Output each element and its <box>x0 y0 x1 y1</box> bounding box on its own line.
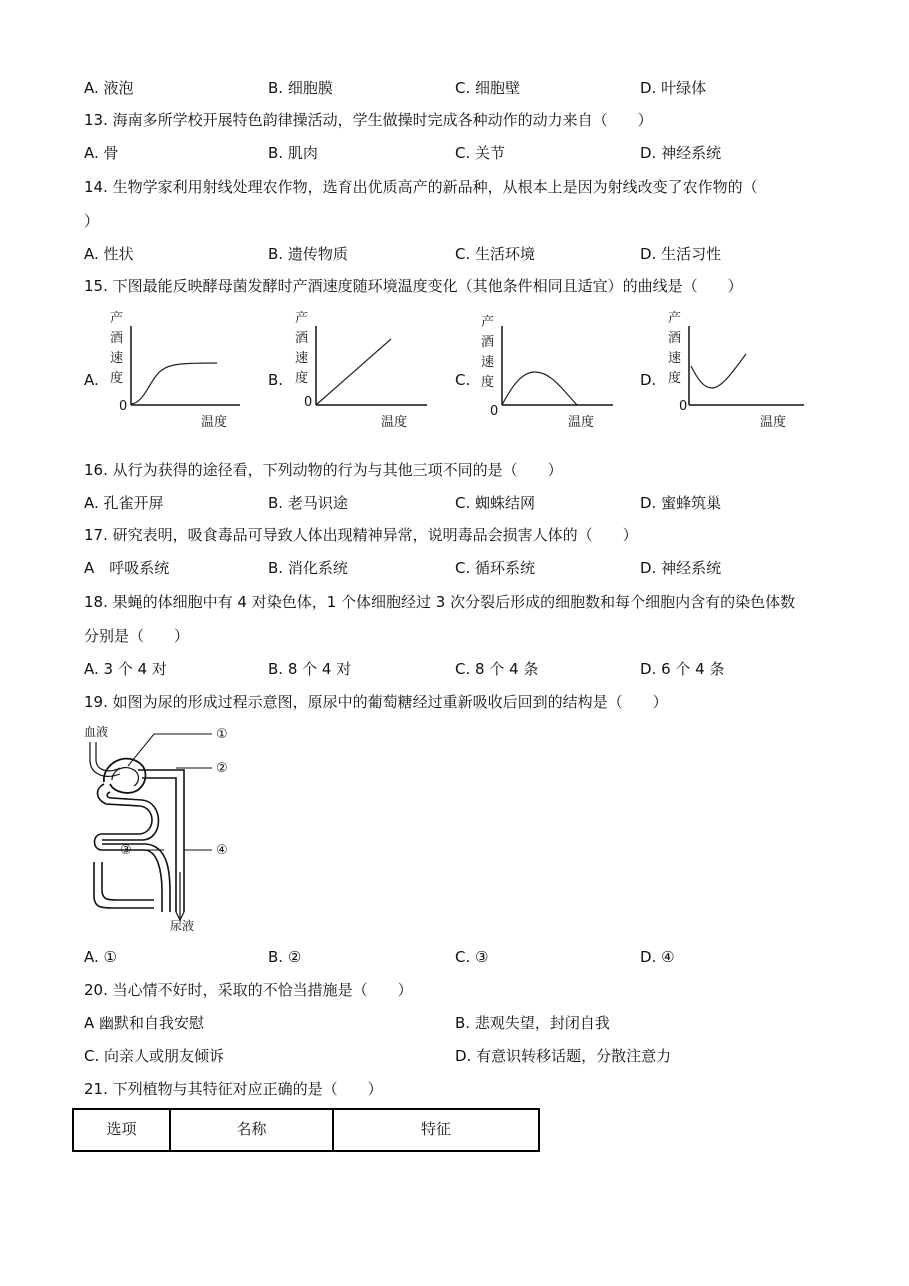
q13-option-d: D. 神经系统 <box>640 144 722 162</box>
y-label-char: 产 <box>481 315 495 330</box>
q20-option-c: C. 向亲人或朋友倾诉 <box>84 1047 225 1065</box>
q18-option-b: B. 8 个 4 对 <box>268 660 352 678</box>
q18-option-c: C. 8 个 4 条 <box>455 660 539 678</box>
table-header-row <box>73 1109 539 1151</box>
origin-label: 0 <box>490 404 499 419</box>
curve-c <box>502 372 577 405</box>
x-axis-label: 温度 <box>381 415 408 430</box>
q15-graph-a <box>100 308 250 437</box>
q20-option-b: B. 悲观失望，封闭自我 <box>455 1014 610 1032</box>
q14-option-a: A. 性状 <box>84 245 134 263</box>
q17-option-c: C. 循环系统 <box>455 559 536 577</box>
x-axis-label: 温度 <box>201 415 228 430</box>
q18-stem: 18. 果蝇的体细胞中有 4 对染色体，1 个体细胞经过 3 次分裂后形成的细胞数和每个细胞内含有的染色体数 <box>84 593 796 611</box>
origin-label: 0 <box>679 399 688 414</box>
q12-option-c: C. 细胞壁 <box>455 79 521 97</box>
q16-stem: 16. 从行为获得的途径看，下列动物的行为与其他三项不同的是（ ） <box>84 461 563 479</box>
y-label-char: 产 <box>295 311 309 326</box>
q21-table <box>72 1108 540 1152</box>
q16-option-c: C. 蜘蛛结网 <box>455 494 536 512</box>
q14-option-c: C. 生活环境 <box>455 245 536 263</box>
q18-stem-continued: 分别是（ ） <box>84 627 190 645</box>
q15-graph-b <box>287 308 437 437</box>
x-axis-label: 温度 <box>760 415 787 430</box>
q17-option-a: A 呼吸系统 <box>84 559 170 577</box>
y-label-char: 速 <box>295 351 309 366</box>
q20-stem: 20. 当心情不好时，采取的不恰当措施是（ ） <box>84 981 413 999</box>
q19-option-b: B. ② <box>268 948 302 966</box>
q14-option-b: B. 遗传物质 <box>268 245 348 263</box>
marker-2: ② <box>216 761 228 776</box>
blood-label: 血液 <box>84 725 109 739</box>
q12-option-b: B. 细胞膜 <box>268 79 333 97</box>
y-label-char: 度 <box>481 375 495 390</box>
q15-graph-label-c: C. <box>455 371 471 389</box>
header-name: 名称 <box>170 1109 333 1151</box>
marker-4: ④ <box>216 843 228 858</box>
y-label-char: 酒 <box>668 331 682 346</box>
marker-3: ③ <box>120 843 132 858</box>
q17-option-b: B. 消化系统 <box>268 559 348 577</box>
nephron-diagram <box>84 722 244 938</box>
q15-graph-d <box>664 308 814 437</box>
y-label-char: 速 <box>481 355 495 370</box>
origin-label: 0 <box>119 399 128 414</box>
q13-option-c: C. 关节 <box>455 144 506 162</box>
y-label-char: 产 <box>668 311 682 326</box>
q12-option-d: D. 叶绿体 <box>640 79 707 97</box>
q19-option-a: A. ① <box>84 948 117 966</box>
q15-graph-label-d: D. <box>640 371 657 389</box>
marker-1: ① <box>216 727 228 742</box>
q15-graph-label-a: A. <box>84 371 99 389</box>
y-label-char: 酒 <box>295 331 309 346</box>
q13-stem: 13. 海南多所学校开展特色韵律操活动，学生做操时完成各种动作的动力来自（ ） <box>84 111 653 129</box>
q14-stem-continued: ） <box>84 212 100 230</box>
q16-option-b: B. 老马识途 <box>268 494 348 512</box>
y-label-char: 速 <box>110 351 124 366</box>
q16-option-a: A. 孔雀开屏 <box>84 494 164 512</box>
q17-stem: 17. 研究表明，吸食毒品可导致人体出现精神异常，说明毒品会损害人体的（ ） <box>84 526 638 544</box>
q17-option-d: D. 神经系统 <box>640 559 722 577</box>
y-label-char: 酒 <box>481 335 495 350</box>
curve-a <box>131 363 217 404</box>
q19-option-d: D. ④ <box>640 948 675 966</box>
q18-option-d: D. 6 个 4 条 <box>640 660 725 678</box>
q21-stem: 21. 下列植物与其特征对应正确的是（ ） <box>84 1080 383 1098</box>
q19-option-c: C. ③ <box>455 948 489 966</box>
q13-option-a: A. 骨 <box>84 144 119 162</box>
y-label-char: 产 <box>110 311 124 326</box>
y-label-char: 酒 <box>110 331 124 346</box>
origin-label: 0 <box>304 395 313 410</box>
q20-option-a: A 幽默和自我安慰 <box>84 1014 205 1032</box>
q13-option-b: B. 肌肉 <box>268 144 318 162</box>
curve-b <box>316 339 391 405</box>
y-label-char: 速 <box>668 351 682 366</box>
y-label-char: 度 <box>110 371 124 386</box>
q14-stem: 14. 生物学家利用射线处理农作物，选育出优质高产的新品种，从根本上是因为射线改变了农作物的（ <box>84 178 758 196</box>
q14-option-d: D. 生活习性 <box>640 245 722 263</box>
urine-label: 尿液 <box>170 919 195 933</box>
curve-d <box>691 354 746 388</box>
q15-graph-c <box>473 308 623 437</box>
q15-graph-label-b: B. <box>268 371 284 389</box>
q20-option-d: D. 有意识转移话题，分散注意力 <box>455 1047 672 1065</box>
x-axis-label: 温度 <box>568 415 595 430</box>
header-feature: 特征 <box>333 1109 539 1151</box>
q12-option-a: A. 液泡 <box>84 79 134 97</box>
header-option: 选项 <box>73 1109 170 1151</box>
q18-option-a: A. 3 个 4 对 <box>84 660 167 678</box>
y-label-char: 度 <box>668 371 682 386</box>
q16-option-d: D. 蜜蜂筑巢 <box>640 494 722 512</box>
q15-stem: 15. 下图最能反映酵母菌发酵时产酒速度随环境温度变化（其他条件相同且适宜）的曲线是（ ） <box>84 277 743 295</box>
q19-stem: 19. 如图为尿的形成过程示意图，原尿中的葡萄糖经过重新吸收后回到的结构是（ ） <box>84 693 668 711</box>
y-label-char: 度 <box>295 371 309 386</box>
